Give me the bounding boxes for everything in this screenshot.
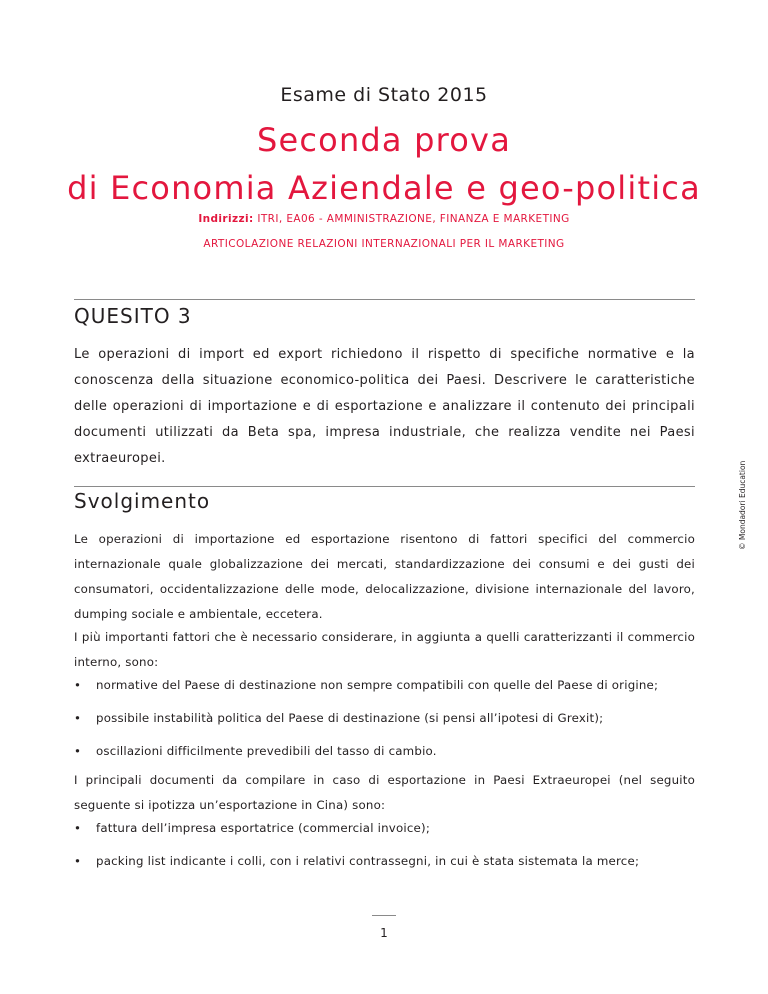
svolgimento-paragraph-2: I più importanti fattori che è necessario considerare, in aggiunta a quelli caratterizzanti il commercio interno, sono:	[74, 630, 695, 669]
quesito-divider	[74, 299, 695, 300]
list-item-text: oscillazioni difficilmente prevedibili del tasso di cambio.	[96, 744, 437, 758]
list-item-text: fattura dell’impresa esportatrice (commercial invoice);	[96, 821, 430, 835]
list-item	[74, 849, 695, 882]
list-item-text: normative del Paese di destinazione non sempre compatibili con quelle del Paese di origine;	[96, 678, 659, 692]
quesito-heading: QUESITO 3	[74, 304, 192, 328]
page-number: 1	[380, 926, 388, 940]
footer-divider	[372, 915, 396, 916]
list-item	[74, 816, 695, 849]
list-item	[74, 673, 695, 706]
indirizzi-label: Indirizzi:	[198, 213, 254, 225]
factors-list	[74, 673, 695, 772]
svolgimento-paragraph-3: I principali documenti da compilare in caso di esportazione in Paesi Extraeuropei (nel seguito seguente si ipotizza un’esportazione in Cina) sono:	[74, 773, 695, 812]
indirizzi-line	[0, 213, 768, 225]
bullet-icon: •	[74, 854, 82, 868]
svolgimento-heading: Svolgimento	[74, 489, 211, 513]
side-note-copyright: © Mondadori Education	[738, 460, 747, 550]
bullet-icon: •	[74, 678, 82, 692]
bullet-icon: •	[74, 711, 82, 725]
articolazione-line: ARTICOLAZIONE RELAZIONI INTERNAZIONALI PER IL MARKETING	[203, 238, 565, 250]
svolgimento-paragraph-1: Le operazioni di importazione ed esportazione risentono di fattori specifici del commercio internazionale quale globalizzazione dei mercati, standardizzazione dei consumi e dei gusti dei consumatori, occidentalizzazione delle mode, delocalizzazione, divisione internazionale del lavoro, dumping sociale e ambientale, eccetera.	[74, 532, 695, 621]
exam-title: Esame di Stato 2015	[280, 84, 488, 106]
main-title-line-1: Seconda prova	[256, 121, 512, 159]
quesito-text: Le operazioni di import ed export richiedono il rispetto di specifiche normative e la conoscenza della situazione economico-politica dei Paesi. Descrivere le caratteristiche delle operazioni di importazione e di esportazione e analizzare il contenuto dei principali documenti utilizzati da Beta spa, impresa industriale, che realizza vendite nei Paesi extraeuropei.	[74, 347, 695, 466]
list-item-text: possibile instabilità politica del Paese di destinazione (si pensi all’ipotesi di Grexit);	[96, 711, 604, 725]
indirizzi-value: ITRI, EA06 - AMMINISTRAZIONE, FINANZA E MARKETING	[257, 213, 570, 225]
bullet-icon: •	[74, 744, 82, 758]
svolgimento-divider	[74, 486, 695, 487]
list-item-text: packing list indicante i colli, con i relativi contrassegni, in cui è stata sistemata la merce;	[96, 854, 640, 868]
documents-list	[74, 816, 695, 882]
main-title-line-2: di Economia Aziendale e geo-politica	[67, 169, 701, 207]
list-item	[74, 706, 695, 739]
bullet-icon: •	[74, 821, 82, 835]
